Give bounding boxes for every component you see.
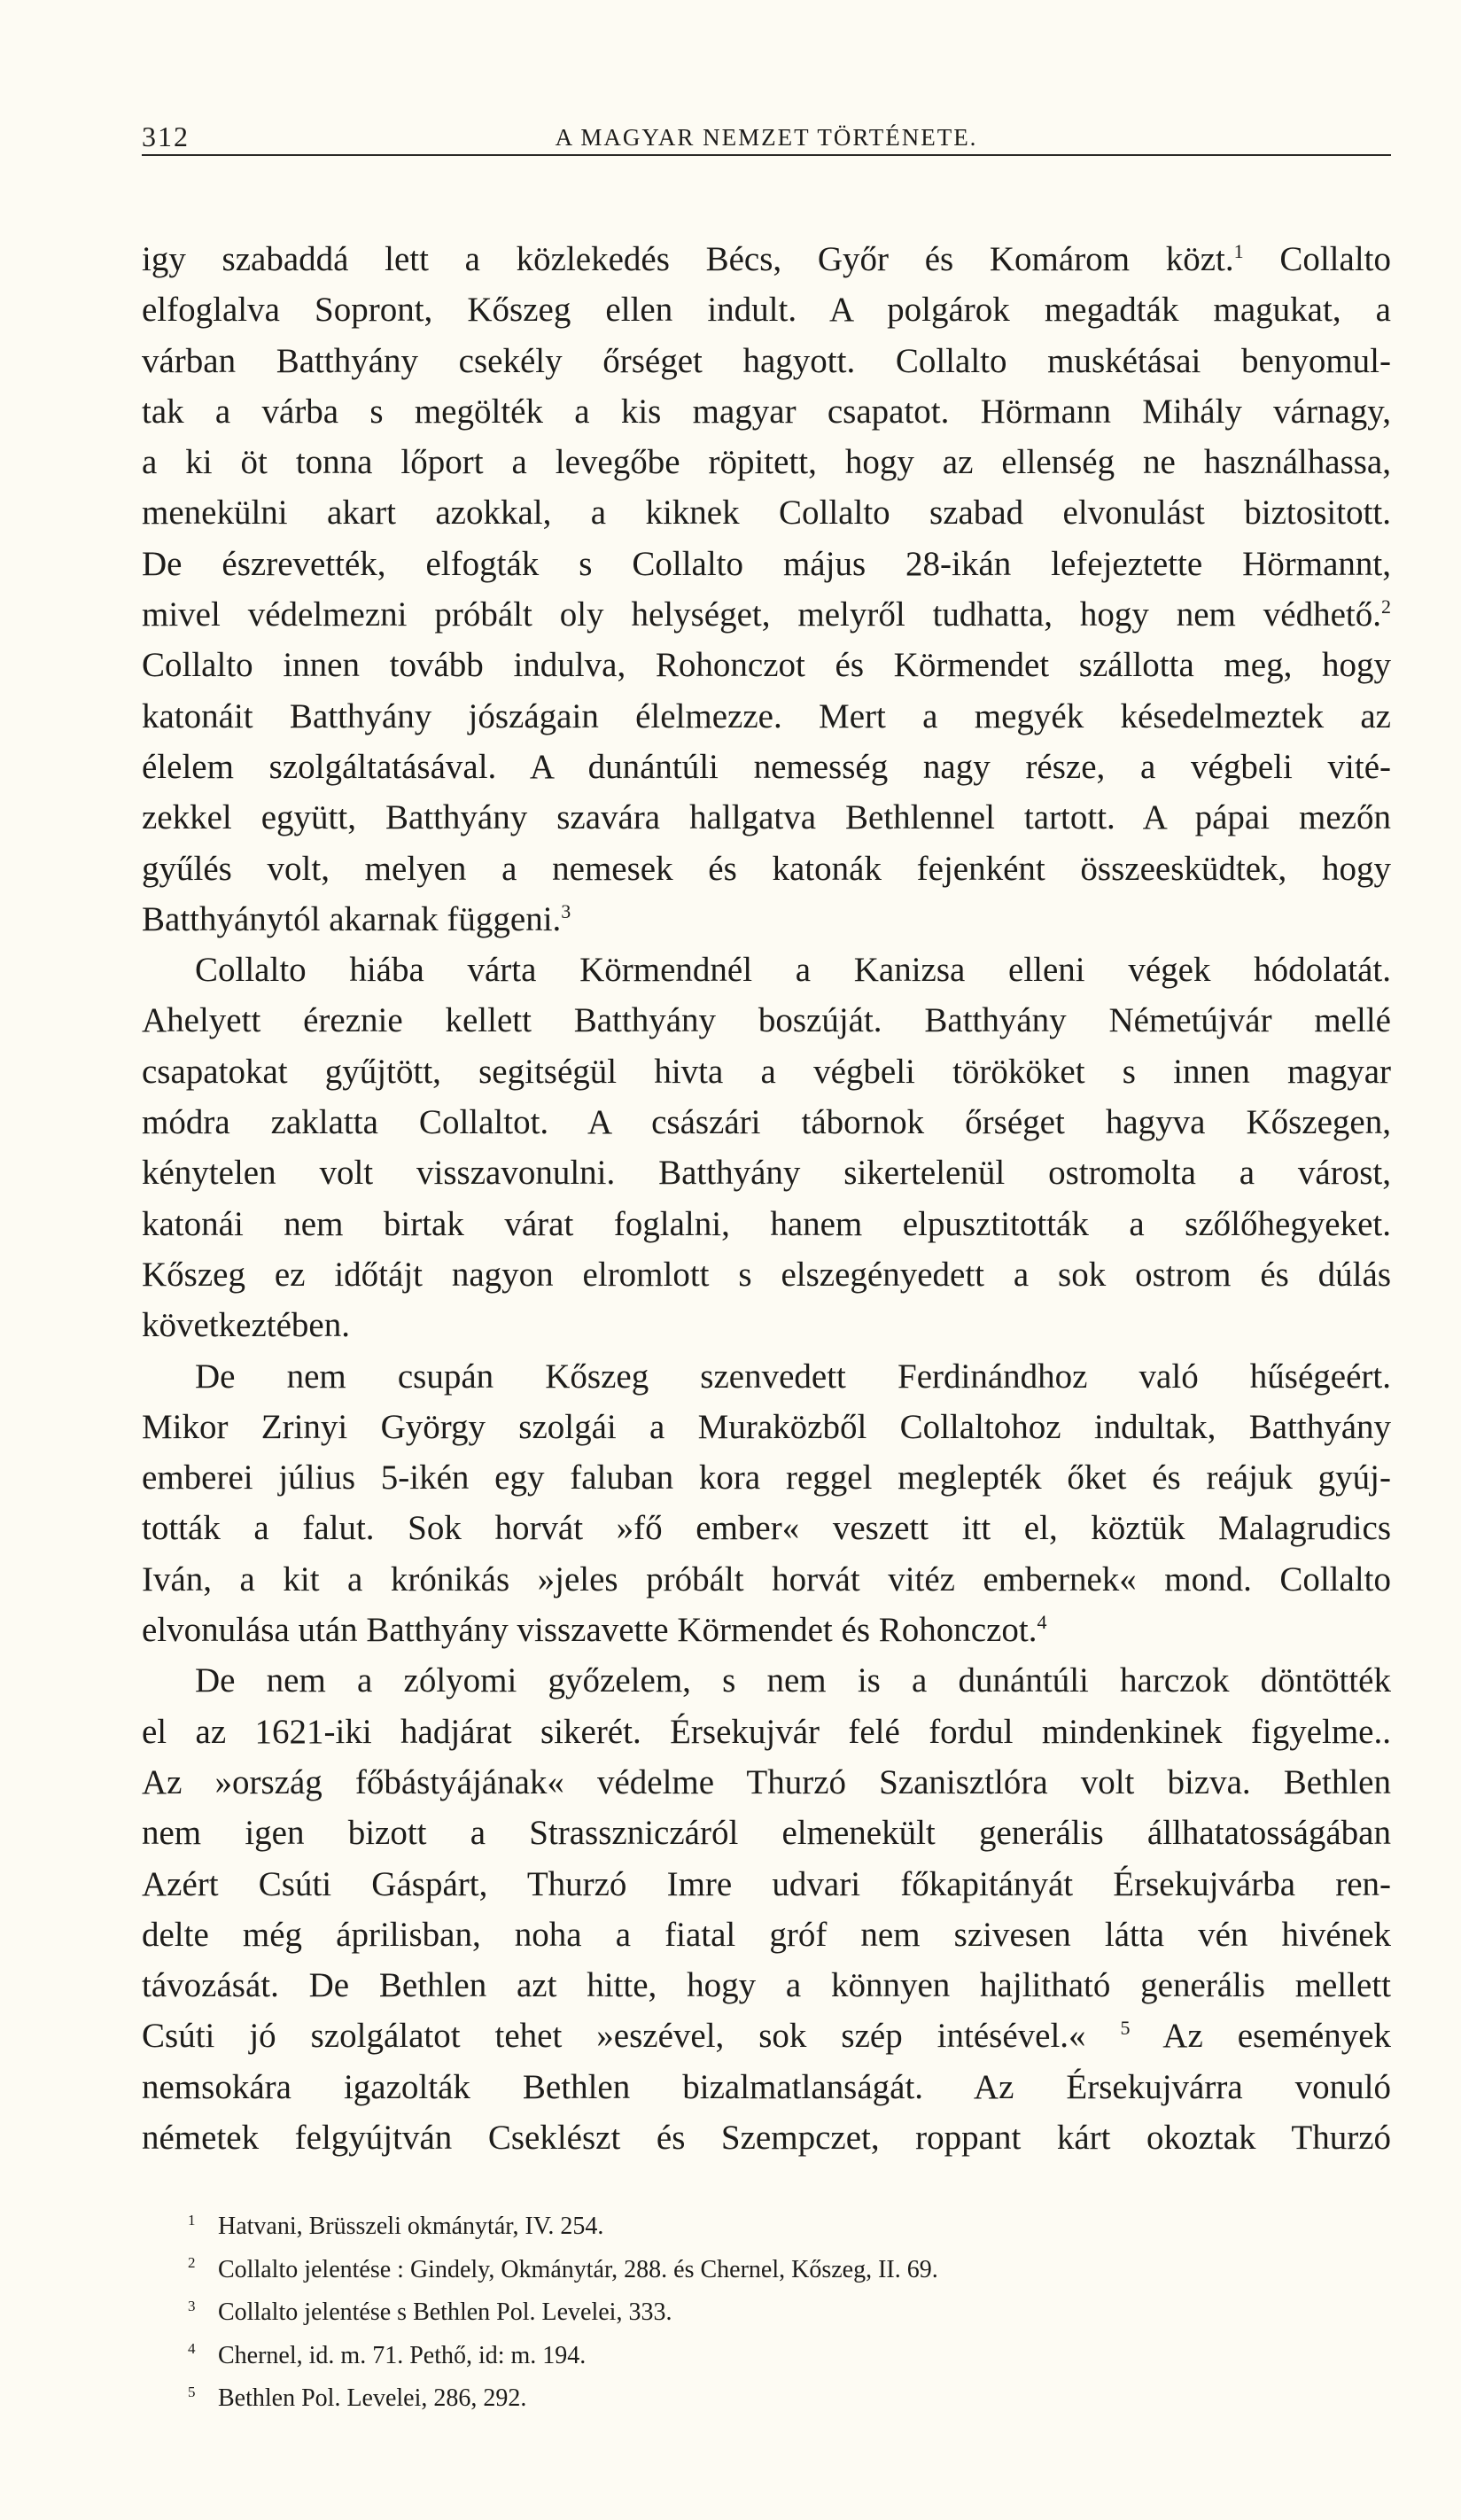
footnote-reference[interactable]: 1 (1233, 240, 1244, 262)
text-line (142, 1300, 1391, 1350)
text-line (142, 1859, 1391, 1909)
line-text: igy szabaddá lett a közlekedés Bécs, Győr és Komárom közt. (142, 240, 1234, 278)
text-line (142, 589, 1391, 640)
footnote-reference[interactable]: 3 (561, 899, 571, 922)
text-line (142, 1452, 1391, 1503)
footnote: 4 Chernel, id. m. 71. Pethő, id: m. 194. (188, 2340, 587, 2369)
paragraph (142, 234, 1391, 945)
line-text: csapatokat gyűjtött, segitségül hivta a végbeli törököket s innen magyar (142, 1052, 1391, 1091)
line-text: nemsokára igazolták Bethlen bizalmatlanságát. Az Érsekujvárra vonuló (142, 2067, 1391, 2106)
line-text: tak a várba s megölték a kis magyar csapatot. Hörmann Mihály várnagy, (142, 392, 1391, 431)
line-text: menekülni akart azokkal, a kiknek Collalto szabad elvonulást biztositott. (142, 494, 1391, 533)
text-line (142, 1402, 1391, 1452)
line-text: el az 1621-iki hadjárat sikerét. Érsekujvár felé fordul mindenkinek figyelme.. (142, 1712, 1391, 1751)
line-text: távozását. De Bethlen azt hitte, hogy a könnyen hajlitható generális mellett (142, 1966, 1391, 2005)
text-line (142, 1757, 1391, 1808)
text-line (142, 995, 1391, 1046)
paragraph (142, 1351, 1391, 1656)
line-text: Iván, a kit a krónikás »jeles próbált horvát vitéz embernek« mond. Collalto (142, 1559, 1391, 1598)
text-line (142, 1909, 1391, 1960)
footnote-text: Bethlen Pol. Levelei, 286, 292. (218, 2384, 527, 2413)
text-line (142, 1097, 1391, 1147)
line-text: következtében. (142, 1306, 350, 1345)
line-text: emberei július 5-ikén egy faluban kora reggel meglepték őket és reájuk gyúj- (142, 1458, 1391, 1497)
paragraph (142, 1655, 1391, 2163)
line-text: Collalto hiába várta Körmendnél a Kanizsa elleni végek hódolatát. (195, 951, 1391, 990)
text-line (142, 284, 1391, 335)
footnotes (188, 2205, 1391, 2421)
page-number: 312 (142, 121, 190, 152)
text-line (142, 1147, 1391, 1198)
text-line (142, 336, 1391, 386)
text-line (142, 1199, 1391, 1249)
text-line (142, 894, 1391, 945)
text-line (142, 1707, 1391, 1757)
text-line (142, 792, 1391, 843)
text-line (142, 742, 1391, 792)
footnote-text: Collalto jelentése : Gindely, Okmánytár, 288. és Chernel, Kőszeg, II. 69. (218, 2255, 938, 2283)
line-text: gyűlés volt, melyen a nemesek és katonák fejenként összeesküdtek, hogy (142, 849, 1391, 888)
text-line (142, 2062, 1391, 2112)
text-line (142, 2112, 1391, 2163)
footnote-reference[interactable]: 5 (1120, 2017, 1131, 2040)
line-text: Azért Csúti Gáspárt, Thurzó Imre udvari főkapitányát Érsekujvárba ren- (142, 1864, 1391, 1903)
text-line (142, 1503, 1391, 1553)
paragraph (142, 945, 1391, 1350)
line-text: nem igen bizott a Strasszniczáról elmenekült generális állhatatosságában (142, 1814, 1391, 1853)
text-line (142, 386, 1391, 437)
line-text: Csúti jó szolgálatot tehet »eszével, sok szép intésével.« (142, 2017, 1121, 2056)
text-line (142, 1046, 1391, 1097)
footnote-text: Hatvani, Brüsszeli okmánytár, IV. 254. (218, 2213, 604, 2241)
text-line (142, 487, 1391, 538)
line-text: Az »ország főbástyájának« védelme Thurzó Szanisztlóra volt bizva. Bethlen (142, 1762, 1391, 1801)
text-line (142, 234, 1391, 284)
line-text: Ahelyett éreznie kellett Batthyány boszúját. Batthyány Németújvár mellé (142, 1001, 1391, 1040)
text-line (142, 1808, 1391, 1858)
line-text: katonáit Batthyány jószágain élelmezze. Mert a megyék késedelmeztek az (142, 696, 1391, 735)
line-text: Az események (1130, 2017, 1391, 2056)
line-text: tották a falut. Sok horvát »fő ember« veszett itt el, köztük Malagrudics (142, 1509, 1391, 1548)
text-line (142, 437, 1391, 487)
text-line (142, 640, 1391, 690)
line-text: kénytelen volt visszavonulni. Batthyány sikertelenül ostromolta a várost, (142, 1154, 1391, 1193)
line-text: delte még áprilisban, noha a fiatal gróf nem szivesen látta vén hivének (142, 1915, 1391, 1954)
footnote: 1 Hatvani, Brüsszeli okmánytár, IV. 254. (188, 2211, 604, 2241)
running-header (142, 115, 1391, 156)
text-line (142, 539, 1391, 589)
line-text: Mikor Zrinyi György szolgái a Muraközből Collaltohoz indultak, Batthyány (142, 1407, 1391, 1446)
text-line (142, 1655, 1391, 1706)
line-text: elvonulása után Batthyány visszavette Körmendet és Rohonczot. (142, 1611, 1037, 1650)
line-text: módra zaklatta Collaltot. A császári tábornok őrséget hagyva Kőszegen, (142, 1103, 1391, 1142)
book-page (142, 115, 1391, 2421)
footnote-reference[interactable]: 4 (1037, 1611, 1047, 1634)
text-line (142, 1605, 1391, 1655)
text-line (142, 1351, 1391, 1402)
text-line (142, 945, 1391, 995)
text-line (142, 1554, 1391, 1605)
line-text: elfoglalva Sopront, Kőszeg ellen indult. A polgárok megadták magukat, a (142, 291, 1391, 330)
line-text: De nem csupán Kőszeg szenvedett Ferdinándhoz való hűségeért. (195, 1357, 1391, 1396)
footnote-text: Collalto jelentése s Bethlen Pol. Levelei, 333. (218, 2298, 672, 2327)
line-text: Kőszeg ez időtájt nagyon elromlott s elszegényedett a sok ostrom és dúlás (142, 1255, 1391, 1294)
line-text: Collalto (1243, 240, 1391, 278)
line-text: várban Batthyány csekély őrséget hagyott. Collalto muskétásai benyomul- (142, 341, 1391, 380)
text-line (142, 1249, 1391, 1300)
line-text: élelem szolgáltatásával. A dunántúli nemesség nagy része, a végbeli vité- (142, 747, 1391, 786)
text-line (142, 1960, 1391, 2011)
footnote-text: Chernel, id. m. 71. Pethő, id: m. 194. (218, 2341, 587, 2369)
text-line (142, 844, 1391, 894)
line-text: katonái nem birtak várat foglalni, hanem elpusztitották a szőlőhegyeket. (142, 1204, 1391, 1243)
line-text: Batthyánytól akarnak függeni. (142, 899, 562, 938)
footnote: 2 Collalto jelentése : Gindely, Okmánytár, 288. és Chernel, Kőszeg, II. 69. (188, 2254, 938, 2283)
footnote: 3 Collalto jelentése s Bethlen Pol. Levelei, 333. (188, 2297, 672, 2327)
line-text: németek felgyújtván Cseklészt és Szempczet, roppant kárt okoztak Thurzó (142, 2118, 1391, 2157)
line-text: mivel védelmezni próbált oly helységet, melyről tudhatta, hogy nem védhető. (142, 595, 1381, 634)
footnote-reference[interactable]: 2 (1381, 595, 1391, 618)
line-text: De nem a zólyomi győzelem, s nem is a dunántúli harczok döntötték (195, 1661, 1391, 1700)
body-text (142, 234, 1391, 2163)
text-line (142, 691, 1391, 742)
running-title: A MAGYAR NEMZET TÖRTÉNETE. (555, 124, 978, 151)
footnote: 5 Bethlen Pol. Levelei, 286, 292. (188, 2383, 527, 2413)
line-text: zekkel együtt, Batthyány szavára hallgatva Bethlennel tartott. A pápai mezőn (142, 798, 1391, 837)
line-text: De észrevették, elfogták s Collalto május 28-ikán lefejeztette Hörmannt, (142, 544, 1391, 583)
line-text: a ki öt tonna lőport a levegőbe röpitett, hogy az ellenség ne használhassa, (142, 443, 1391, 482)
line-text: Collalto innen tovább indulva, Rohonczot és Körmendet szállotta meg, hogy (142, 646, 1391, 685)
text-line (142, 2011, 1391, 2061)
